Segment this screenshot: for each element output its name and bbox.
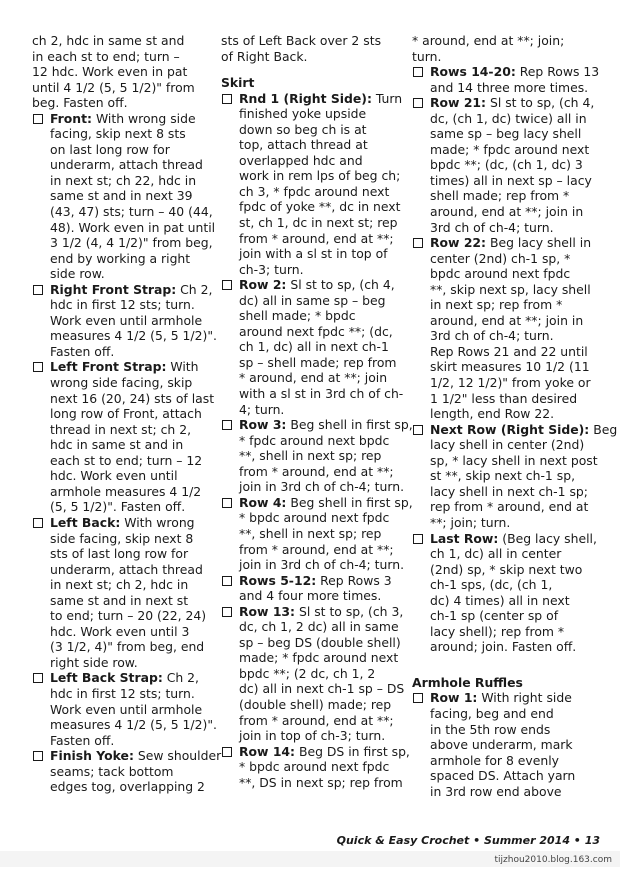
- column-3: [412, 33, 618, 799]
- checkbox-right-front-strap[interactable]: [33, 285, 43, 295]
- continued-finish-yoke: sts of Left Back over 2 sts of Right Back.: [221, 33, 382, 64]
- checkbox-skirt-last-row[interactable]: [413, 534, 423, 544]
- checkbox-left-back-strap[interactable]: [33, 673, 43, 683]
- skirt-last-row-instruction: Last Row: (Beg lacy shell, ch 1, dc) all in center (2nd) sp, * skip next two ch-1 sps, (dc, (ch 1, dc) 4 times) all in next ch-1 sp (center sp of lacy shell); rep from * around; join. Fasten off.: [412, 531, 602, 655]
- checkbox-front[interactable]: [33, 114, 43, 124]
- skirt-row-21-instruction: Row 21: Sl st to sp, (ch 4, dc, (ch 1, dc) twice) all in same sp – beg lacy shell made; * fpdc around next bpdc **; (dc, (ch 1, dc) 3 times) all in next sp – lacy shell made; rep from * around, end at **; join in 3rd ch of ch-4; turn.: [412, 95, 602, 235]
- skirt-rows-5-12-instruction: Rows 5-12: Rep Rows 3 and 4 four more times.: [221, 573, 409, 604]
- checkbox-skirt-row-13[interactable]: [222, 607, 232, 617]
- page-number: 13: [584, 834, 600, 847]
- checkbox-left-front-strap[interactable]: [33, 362, 43, 372]
- section-heading-skirt: Skirt: [221, 75, 255, 91]
- front-instruction: Front: With wrong side facing, skip next 8 sts on last long row for underarm, attach thread in next st; ch 22, hdc in same st and in next 39 (43, 47) sts; turn – 40 (44, 48). Work even in pat until 3 1/2 (4, 4 1/2)" from beg, end by working a right side row.: [32, 111, 217, 282]
- skirt-row-2-instruction: Row 2: Sl st to sp, (ch 4, dc) all in same sp – beg shell made; * bpdc around next fpdc **; (dc, ch 1, dc) all in next ch-1 sp – shell made; rep from * around, end at **; join with a sl st in 3rd ch of ch- 4; turn.: [221, 277, 409, 417]
- skirt-next-row-instruction: Next Row (Right Side): Beg lacy shell in center (2nd) sp, * lacy shell in next post st **, skip next ch-1 sp, lacy shell in next ch-1 sp; rep from * around, end at **; join; turn.: [412, 422, 602, 531]
- checkbox-left-back[interactable]: [33, 518, 43, 528]
- left-back-instruction: Left Back: With wrong side facing, skip next 8 sts of last long row for underarm, attach thread in next st; ch 2, hdc in same st and in next st to end; turn – 20 (22, 24) hdc. Work even until 3 (3 1/2, 4)" from beg, end right side row.: [32, 515, 217, 670]
- left-front-strap-instruction: Left Front Strap: With wrong side facing, skip next 16 (20, 24) sts of last long row of Front, attach thread in next st; ch 2, hdc in same st and in each st to end; turn – 12 hdc. Work even until armhole measures 4 1/2 (5, 5 1/2)". Fasten off.: [32, 359, 217, 514]
- continued-left-back: ch 2, hdc in same st and in each st to end; turn – 12 hdc. Work even in pat until 4 1/2 (5, 5 1/2)" from beg. Fasten off.: [32, 33, 195, 111]
- checkbox-skirt-rows-5-12[interactable]: [222, 576, 232, 586]
- checkbox-finish-yoke[interactable]: [33, 751, 43, 761]
- skirt-row-3-instruction: Row 3: Beg shell in first sp, * fpdc around next bpdc **, shell in next sp; rep from * around, end at **; join in 3rd ch of ch-4; turn.: [221, 417, 409, 495]
- checkbox-armhole-row-1[interactable]: [413, 693, 423, 703]
- column-1: [32, 33, 222, 795]
- checkbox-skirt-row-14[interactable]: [222, 747, 232, 757]
- armhole-row-1-instruction: Row 1: With right side facing, beg and end in the 5th row ends above underarm, mark armhole for 8 evenly spaced DS. Attach yarn in 3rd row end above: [412, 690, 602, 799]
- page-footer: [0, 833, 600, 849]
- checkbox-skirt-rows-14-20[interactable]: [413, 67, 423, 77]
- finish-yoke-instruction: Finish Yoke: Sew shoulder seams; tack bottom edges tog, overlapping 2: [32, 748, 217, 795]
- section-heading-armhole-ruffles: Armhole Ruffles: [412, 674, 523, 690]
- continued-row-14: * around, end at **; join; turn.: [412, 33, 565, 64]
- skirt-row-4-instruction: Row 4: Beg shell in first sp, * bpdc around next fpdc **, shell in next sp; rep from * around, end at **; join in 3rd ch of ch-4; turn.: [221, 495, 409, 573]
- skirt-rows-14-20-instruction: Rows 14-20: Rep Rows 13 and 14 three more times.: [412, 64, 602, 95]
- watermark: tijzhou2010.blog.163.com: [494, 855, 612, 865]
- publication-title: Quick & Easy Crochet • Summer 2014 •: [336, 834, 581, 847]
- column-2: [221, 33, 413, 790]
- checkbox-skirt-row-22[interactable]: [413, 238, 423, 248]
- skirt-row-22-instruction: Row 22: Beg lacy shell in center (2nd) ch-1 sp, * bpdc around next fpdc **, skip next sp, lacy shell in next sp; rep from * around, end at **; join in 3rd ch of ch-4; turn. Rep Rows 21 and 22 until skirt measures 10 1/2 (11 1/2, 12 1/2)" from yoke or 1 1/2" less than desired length, end Row 22.: [412, 235, 602, 422]
- checkbox-skirt-row-2[interactable]: [222, 280, 232, 290]
- checkbox-skirt-row-3[interactable]: [222, 420, 232, 430]
- checkbox-skirt-row-21[interactable]: [413, 98, 423, 108]
- checkbox-skirt-rnd-1[interactable]: [222, 94, 232, 104]
- skirt-row-13-instruction: Row 13: Sl st to sp, (ch 3, dc, ch 1, 2 dc) all in same sp – beg DS (double shell) made; * fpdc around next bpdc **; (2 dc, ch 1, 2 dc) all in next ch-1 sp – DS (double shell) made; rep from * around, end at **; join in top of ch-3; turn.: [221, 604, 409, 744]
- left-back-strap-instruction: Left Back Strap: Ch 2, hdc in first 12 sts; turn. Work even until armhole measures 4 1/2 (5, 5 1/2)". Fasten off.: [32, 670, 217, 748]
- checkbox-skirt-row-4[interactable]: [222, 498, 232, 508]
- skirt-rnd-1-instruction: Rnd 1 (Right Side): Turn finished yoke upside down so beg ch is at top, attach thread at overlapped hdc and work in rem lps of beg ch; ch 3, * fpdc around next fpdc of yoke **, dc in next st, ch 1, dc in next st; rep from * around, end at **; join with a sl st in top of ch-3; turn.: [221, 91, 409, 278]
- checkbox-skirt-next-row[interactable]: [413, 425, 423, 435]
- skirt-row-14-instruction: Row 14: Beg DS in first sp, * bpdc around next fpdc **, DS in next sp; rep from: [221, 744, 409, 791]
- right-front-strap-instruction: Right Front Strap: Ch 2, hdc in first 12 sts; turn. Work even until armhole measures 4 1/2 (5, 5 1/2)". Fasten off.: [32, 282, 217, 360]
